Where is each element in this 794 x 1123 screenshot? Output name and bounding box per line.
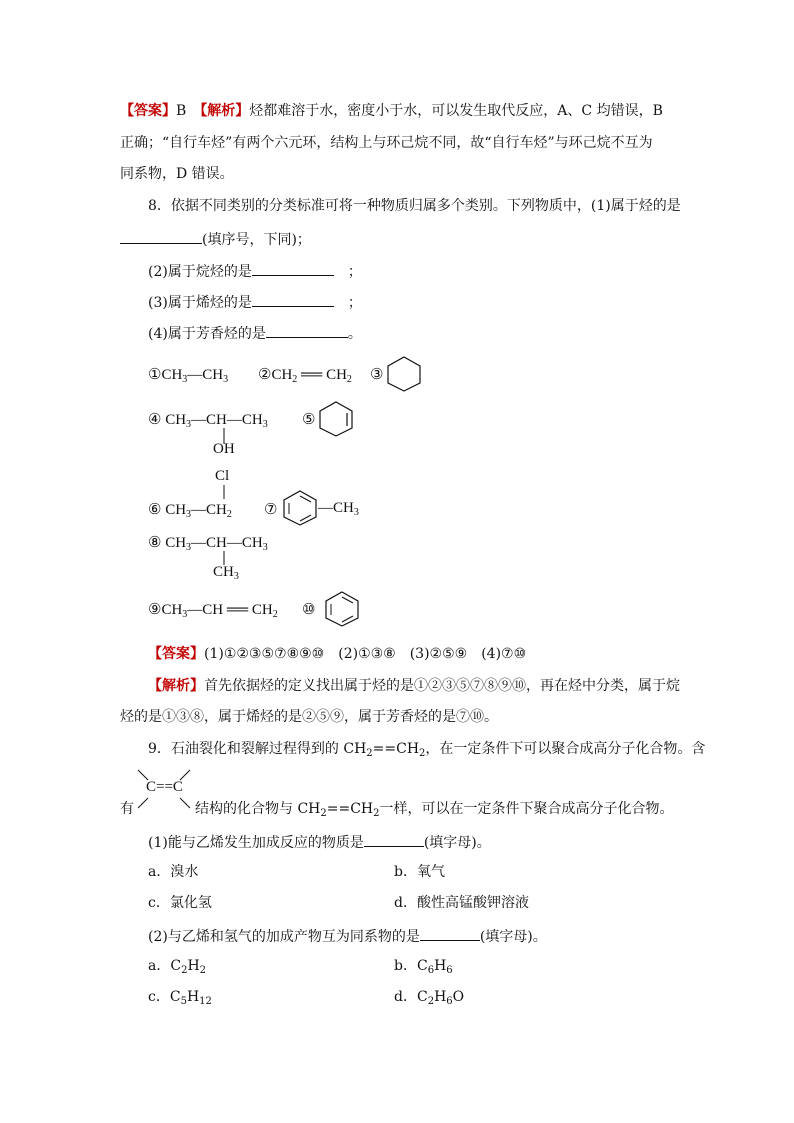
ch2-group: CH [251, 602, 273, 618]
explain-tag: 【解析】 [148, 678, 204, 694]
q9-stem-line-2 [120, 798, 134, 820]
option-a1: a．溴水 [148, 864, 199, 880]
q7-explain-line-3: 同系物，D 错误。 [120, 166, 234, 182]
subscript: 3 [262, 542, 268, 553]
answer-blank[interactable] [120, 227, 202, 244]
q8-answer-line [148, 643, 526, 665]
q9-stem-text: ==CH [372, 741, 420, 757]
q9-stem-line-2-rest [195, 798, 674, 820]
q9-part1-label: (1)能与乙烯发生加成反应的物质是 [148, 835, 364, 851]
subscript: 6 [427, 965, 435, 976]
q8-part1-line [120, 227, 311, 251]
structure-7-num: ⑦ [264, 502, 278, 518]
option-text: H [186, 989, 200, 1005]
methyl-substituent: $—CH_3$ [318, 500, 359, 518]
explain-text: 首先依据烃的定义找出属于烃的是①②③⑤⑦⑧⑨⑩，再在烃中分类，属于烷 [204, 678, 680, 694]
structure-10-num: ⑩ [302, 602, 316, 618]
bond-line [222, 485, 226, 499]
structure-8: ⑧ $CH_3—CH—CH_3$ [148, 535, 268, 553]
answer-blank[interactable] [252, 290, 334, 307]
ch-group: CH [206, 412, 227, 428]
ch3-branch [213, 564, 239, 581]
subscript: 12 [199, 996, 212, 1007]
ch3-group: CH [333, 500, 354, 516]
subscript: 3 [233, 571, 239, 582]
option-text: H [434, 958, 447, 974]
subscript: 6 [446, 965, 453, 976]
ch3-group: CH [202, 367, 224, 383]
option-text: O [452, 989, 465, 1005]
num-4: ④ [148, 412, 162, 428]
cl-group: Cl [215, 468, 230, 484]
period: 。 [347, 326, 362, 342]
answer-blank[interactable] [364, 830, 424, 847]
subscript: 2 [419, 748, 426, 759]
q9-stem-text: ==CH [326, 801, 374, 817]
subscript: 2 [320, 808, 327, 819]
q8-part3-label: (3)属于烯烃的是 [148, 295, 252, 311]
q9-stem-text: 9．石油裂化和裂解过程得到的 CH [148, 741, 367, 757]
structure-1: $①CH_3—CH_3$ [148, 367, 229, 385]
num-1: ① [148, 367, 162, 383]
subscript: 2 [199, 965, 207, 976]
q9-part2-label: (2)与乙烯和氢气的加成产物互为同系物的是 [148, 929, 420, 945]
option-c2 [148, 986, 212, 1008]
answer-blank[interactable] [420, 924, 480, 941]
subscript: 2 [366, 748, 373, 759]
structure-2: $②CH_2$ ══ $CH_2$ [258, 367, 352, 385]
q8-stem: 8．依据不同类别的分类标准可将一种物质归属多个类别。下列物质中，(1)属于烃的是 [148, 198, 681, 214]
structure-4: ④ $CH_3—CH—CH_3$ [148, 412, 268, 430]
q8-explain-line-1 [148, 675, 680, 697]
option-text: d．C [394, 989, 428, 1005]
subscript: 6 [446, 996, 453, 1007]
option-c1: c．氯化氢 [148, 895, 212, 911]
option-d2 [394, 986, 464, 1008]
subscript: 2 [292, 374, 298, 385]
ch2-group: CH [206, 502, 227, 518]
option-text: H [187, 958, 200, 974]
q8-part4-label: (4)属于芳香烃的是 [148, 326, 266, 342]
q9-part1 [148, 830, 491, 854]
q7-explain-line-2: 正确；“自行车烃”有两个六元环，结构上与环己烷不同，故“自行车烃”与环己烷不互为 [120, 135, 653, 151]
q8-explain-line-2: 烃的是①③⑧，属于烯烃的是②⑤⑨，属于芳香烃的是⑦⑩。 [120, 709, 498, 725]
q9-you: 有 [120, 801, 134, 817]
ch3-group: CH [213, 564, 234, 580]
option-a2 [148, 955, 206, 977]
oh-group: OH [213, 441, 235, 457]
answer-value: B [176, 103, 187, 119]
semicolon: ； [347, 295, 362, 311]
ch3-group: CH [161, 602, 183, 618]
ch3-group: CH [165, 535, 187, 551]
bond-line [222, 551, 226, 565]
answer-blank[interactable] [266, 321, 348, 338]
q8-part1-tail: (填序号，下同)； [202, 232, 311, 248]
option-b2 [394, 955, 453, 977]
num-8: ⑧ [148, 535, 162, 551]
subscript: 2 [346, 374, 352, 385]
ch3-group: CH [165, 412, 187, 428]
structure-5-num: ⑤ [302, 412, 316, 428]
c-double-c: C==C [146, 779, 183, 795]
q8-part2 [148, 259, 362, 283]
semicolon: ； [347, 264, 362, 280]
subscript: 3 [182, 609, 188, 620]
option-text: H [434, 989, 447, 1005]
q9-stem-text: ，在一定条件下可以聚合成高分子化合物。含 [425, 741, 706, 757]
q9-stem-line-1 [148, 738, 705, 760]
ch3-group: CH [241, 412, 263, 428]
subscript: 3 [353, 507, 359, 518]
subscript: 2 [373, 808, 380, 819]
cyclohexene-ring-icon [316, 401, 356, 437]
subscript: 2 [427, 996, 435, 1007]
explain-text: 烃都难溶于水，密度小于水，可以发生取代反应，A、C 均错误，B [249, 103, 663, 119]
option-text: a．C [148, 958, 182, 974]
ch2-group: CH [326, 367, 347, 383]
answer-blank[interactable] [252, 259, 334, 276]
q9-stem-text: 一样，可以在一定条件下聚合成高分子化合物。 [379, 801, 674, 817]
subscript: 5 [180, 996, 187, 1007]
subscript: 3 [186, 542, 192, 553]
ch2-group: CH [271, 367, 293, 383]
q9-part1-tail: (填字母)。 [423, 835, 491, 851]
q9-part2 [148, 924, 547, 948]
benzene-ring-icon [280, 490, 320, 526]
answer-tag: 【答案】 [120, 103, 176, 119]
cyclohexane-ring-icon [384, 356, 424, 392]
option-d1: d．酸性高锰酸钾溶液 [394, 895, 529, 911]
num-2: ② [258, 367, 272, 383]
structure-9: $⑨CH_3—CH$ ══ $CH_2$ [148, 602, 278, 620]
subscript: 2 [226, 509, 232, 520]
ch-group: CH [202, 602, 224, 618]
structure-3-num: ③ [370, 367, 384, 383]
ch-group: CH [206, 535, 227, 551]
q9-stem-text: 结构的化合物与 CH [195, 801, 321, 817]
q9-part2-tail: (填字母)。 [479, 929, 547, 945]
q8-part4 [148, 321, 362, 345]
option-text: c．C [148, 989, 181, 1005]
subscript: 3 [186, 509, 192, 520]
ch3-group: CH [241, 535, 263, 551]
subscript: 2 [272, 609, 278, 620]
num-9: ⑨ [148, 602, 162, 618]
subscript: 3 [223, 374, 229, 385]
ch3-group: CH [165, 502, 187, 518]
q8-part3 [148, 290, 362, 314]
option-text: b．C [394, 958, 428, 974]
explain-tag: 【解析】 [200, 103, 250, 119]
subscript: 3 [186, 419, 192, 430]
num-6: ⑥ [148, 502, 162, 518]
subscript: 2 [181, 965, 188, 976]
answer-value: (1)①②③⑤⑦⑧⑨⑩ (2)①③⑧ (3)②⑤⑨ (4)⑦⑩ [204, 646, 527, 662]
ch3-group: CH [161, 367, 183, 383]
benzene-ring-icon [322, 591, 362, 627]
answer-tag: 【答案】 [148, 646, 204, 662]
option-b1: b．氧气 [394, 864, 445, 880]
structure-6: ⑥ $CH_3—CH_2$ [148, 502, 232, 520]
subscript: 3 [182, 374, 188, 385]
q8-part2-label: (2)属于烷烃的是 [148, 264, 252, 280]
q7-answer-line [120, 100, 663, 122]
subscript: 3 [262, 419, 268, 430]
